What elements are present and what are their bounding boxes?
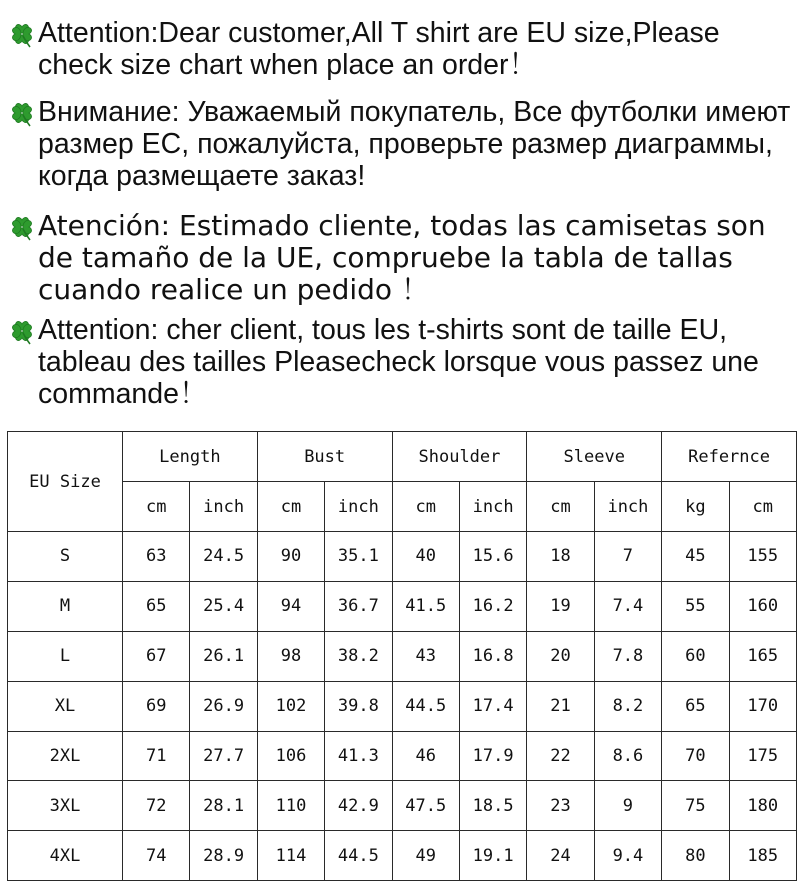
table-cell: 26.9 [190,681,257,731]
table-cell: 42.9 [325,781,392,831]
table-cell: 21 [527,681,594,731]
unit-cell: inch [459,482,526,532]
table-cell: 46 [392,731,459,781]
size-label: S [8,532,123,582]
table-row [8,831,797,881]
table-cell: 110 [257,781,324,831]
unit-cell: inch [594,482,661,532]
unit-cell: inch [190,482,257,532]
table-cell: 36.7 [325,581,392,631]
table-cell: 28.1 [190,781,257,831]
notice-french [8,314,794,410]
table-cell: 90 [257,532,324,582]
table-cell: 41.5 [392,581,459,631]
table-cell: 185 [729,831,796,881]
unit-cell: cm [123,482,190,532]
unit-cell: cm [257,482,324,532]
table-cell: 44.5 [392,681,459,731]
table-row [8,681,797,731]
table-cell: 41.3 [325,731,392,781]
table-cell: 44.5 [325,831,392,881]
size-chart-table [7,431,797,881]
group-length: Length [123,432,258,482]
table-cell: 26.1 [190,631,257,681]
table-cell: 15.6 [459,532,526,582]
table-cell: 69 [123,681,190,731]
table-cell: 7 [594,532,661,582]
table-row [8,781,797,831]
notice-text: Attention: cher client, tous les t-shirts sont de taille EU, tableau des tailles Pleasecheck lorsque vous passez une commande！ [38,314,759,410]
table-cell: 80 [662,831,729,881]
table-cell: 24 [527,831,594,881]
table-cell: 40 [392,532,459,582]
table-cell: 43 [392,631,459,681]
table-cell: 28.9 [190,831,257,881]
table-cell: 24.5 [190,532,257,582]
table-cell: 106 [257,731,324,781]
table-row [8,631,797,681]
four-leaf-clover-icon [8,317,36,345]
table-cell: 65 [123,581,190,631]
notice-english [8,17,794,81]
size-label: 4XL [8,831,123,881]
table-cell: 74 [123,831,190,881]
table-cell: 25.4 [190,581,257,631]
table-cell: 67 [123,631,190,681]
size-label: M [8,581,123,631]
notice-text: Attention:Dear customer,All T shirt are EU size,Please check size chart when place an order！ [38,17,720,81]
table-cell: 65 [662,681,729,731]
unit-cell: cm [527,482,594,532]
table-cell: 165 [729,631,796,681]
table-cell: 71 [123,731,190,781]
table-cell: 114 [257,831,324,881]
four-leaf-clover-icon [8,20,36,48]
unit-cell: inch [325,482,392,532]
table-cell: 155 [729,532,796,582]
unit-cell: cm [392,482,459,532]
table-cell: 60 [662,631,729,681]
table-row [8,581,797,631]
table-cell: 18 [527,532,594,582]
group-reference: Refernce [662,432,797,482]
table-cell: 75 [662,781,729,831]
table-cell: 7.4 [594,581,661,631]
table-cell: 63 [123,532,190,582]
table-header-units [8,482,797,532]
table-cell: 18.5 [459,781,526,831]
table-cell: 160 [729,581,796,631]
table-cell: 16.2 [459,581,526,631]
table-cell: 17.9 [459,731,526,781]
table-cell: 23 [527,781,594,831]
table-cell: 102 [257,681,324,731]
table-cell: 22 [527,731,594,781]
table-cell: 72 [123,781,190,831]
notice-text: Atención: Estimado cliente, todas las camisetas son de tamaño de la UE, compruebe la tabla de tallas cuando realice un pedido ！ [38,209,766,306]
size-label: XL [8,681,123,731]
table-row [8,731,797,781]
group-bust: Bust [257,432,392,482]
table-cell: 39.8 [325,681,392,731]
table-cell: 98 [257,631,324,681]
four-leaf-clover-icon [8,99,36,127]
table-cell: 8.6 [594,731,661,781]
size-label: L [8,631,123,681]
notice-text: Внимание: Уважаемый покупатель, Все футболки имеют размер ЕС, пожалуйста, проверьте размер диаграммы, когда размещаете заказ! [38,96,791,192]
table-cell: 9 [594,781,661,831]
table-cell: 27.7 [190,731,257,781]
notice-russian [8,96,794,192]
table-row [8,532,797,582]
table-cell: 17.4 [459,681,526,731]
table-cell: 38.2 [325,631,392,681]
table-cell: 49 [392,831,459,881]
table-header-groups [8,432,797,482]
table-cell: 19.1 [459,831,526,881]
table-cell: 9.4 [594,831,661,881]
table-cell: 175 [729,731,796,781]
table-cell: 70 [662,731,729,781]
eu-size-header: EU Size [8,432,123,532]
unit-cell: kg [662,482,729,532]
table-cell: 45 [662,532,729,582]
size-label: 2XL [8,731,123,781]
table-cell: 55 [662,581,729,631]
table-cell: 47.5 [392,781,459,831]
table-cell: 170 [729,681,796,731]
group-sleeve: Sleeve [527,432,662,482]
table-cell: 35.1 [325,532,392,582]
notice-spanish [8,210,794,306]
table-cell: 16.8 [459,631,526,681]
table-cell: 180 [729,781,796,831]
table-cell: 7.8 [594,631,661,681]
table-cell: 19 [527,581,594,631]
table-cell: 20 [527,631,594,681]
unit-cell: cm [729,482,796,532]
group-shoulder: Shoulder [392,432,527,482]
table-cell: 8.2 [594,681,661,731]
table-cell: 94 [257,581,324,631]
size-label: 3XL [8,781,123,831]
four-leaf-clover-icon [8,213,36,241]
